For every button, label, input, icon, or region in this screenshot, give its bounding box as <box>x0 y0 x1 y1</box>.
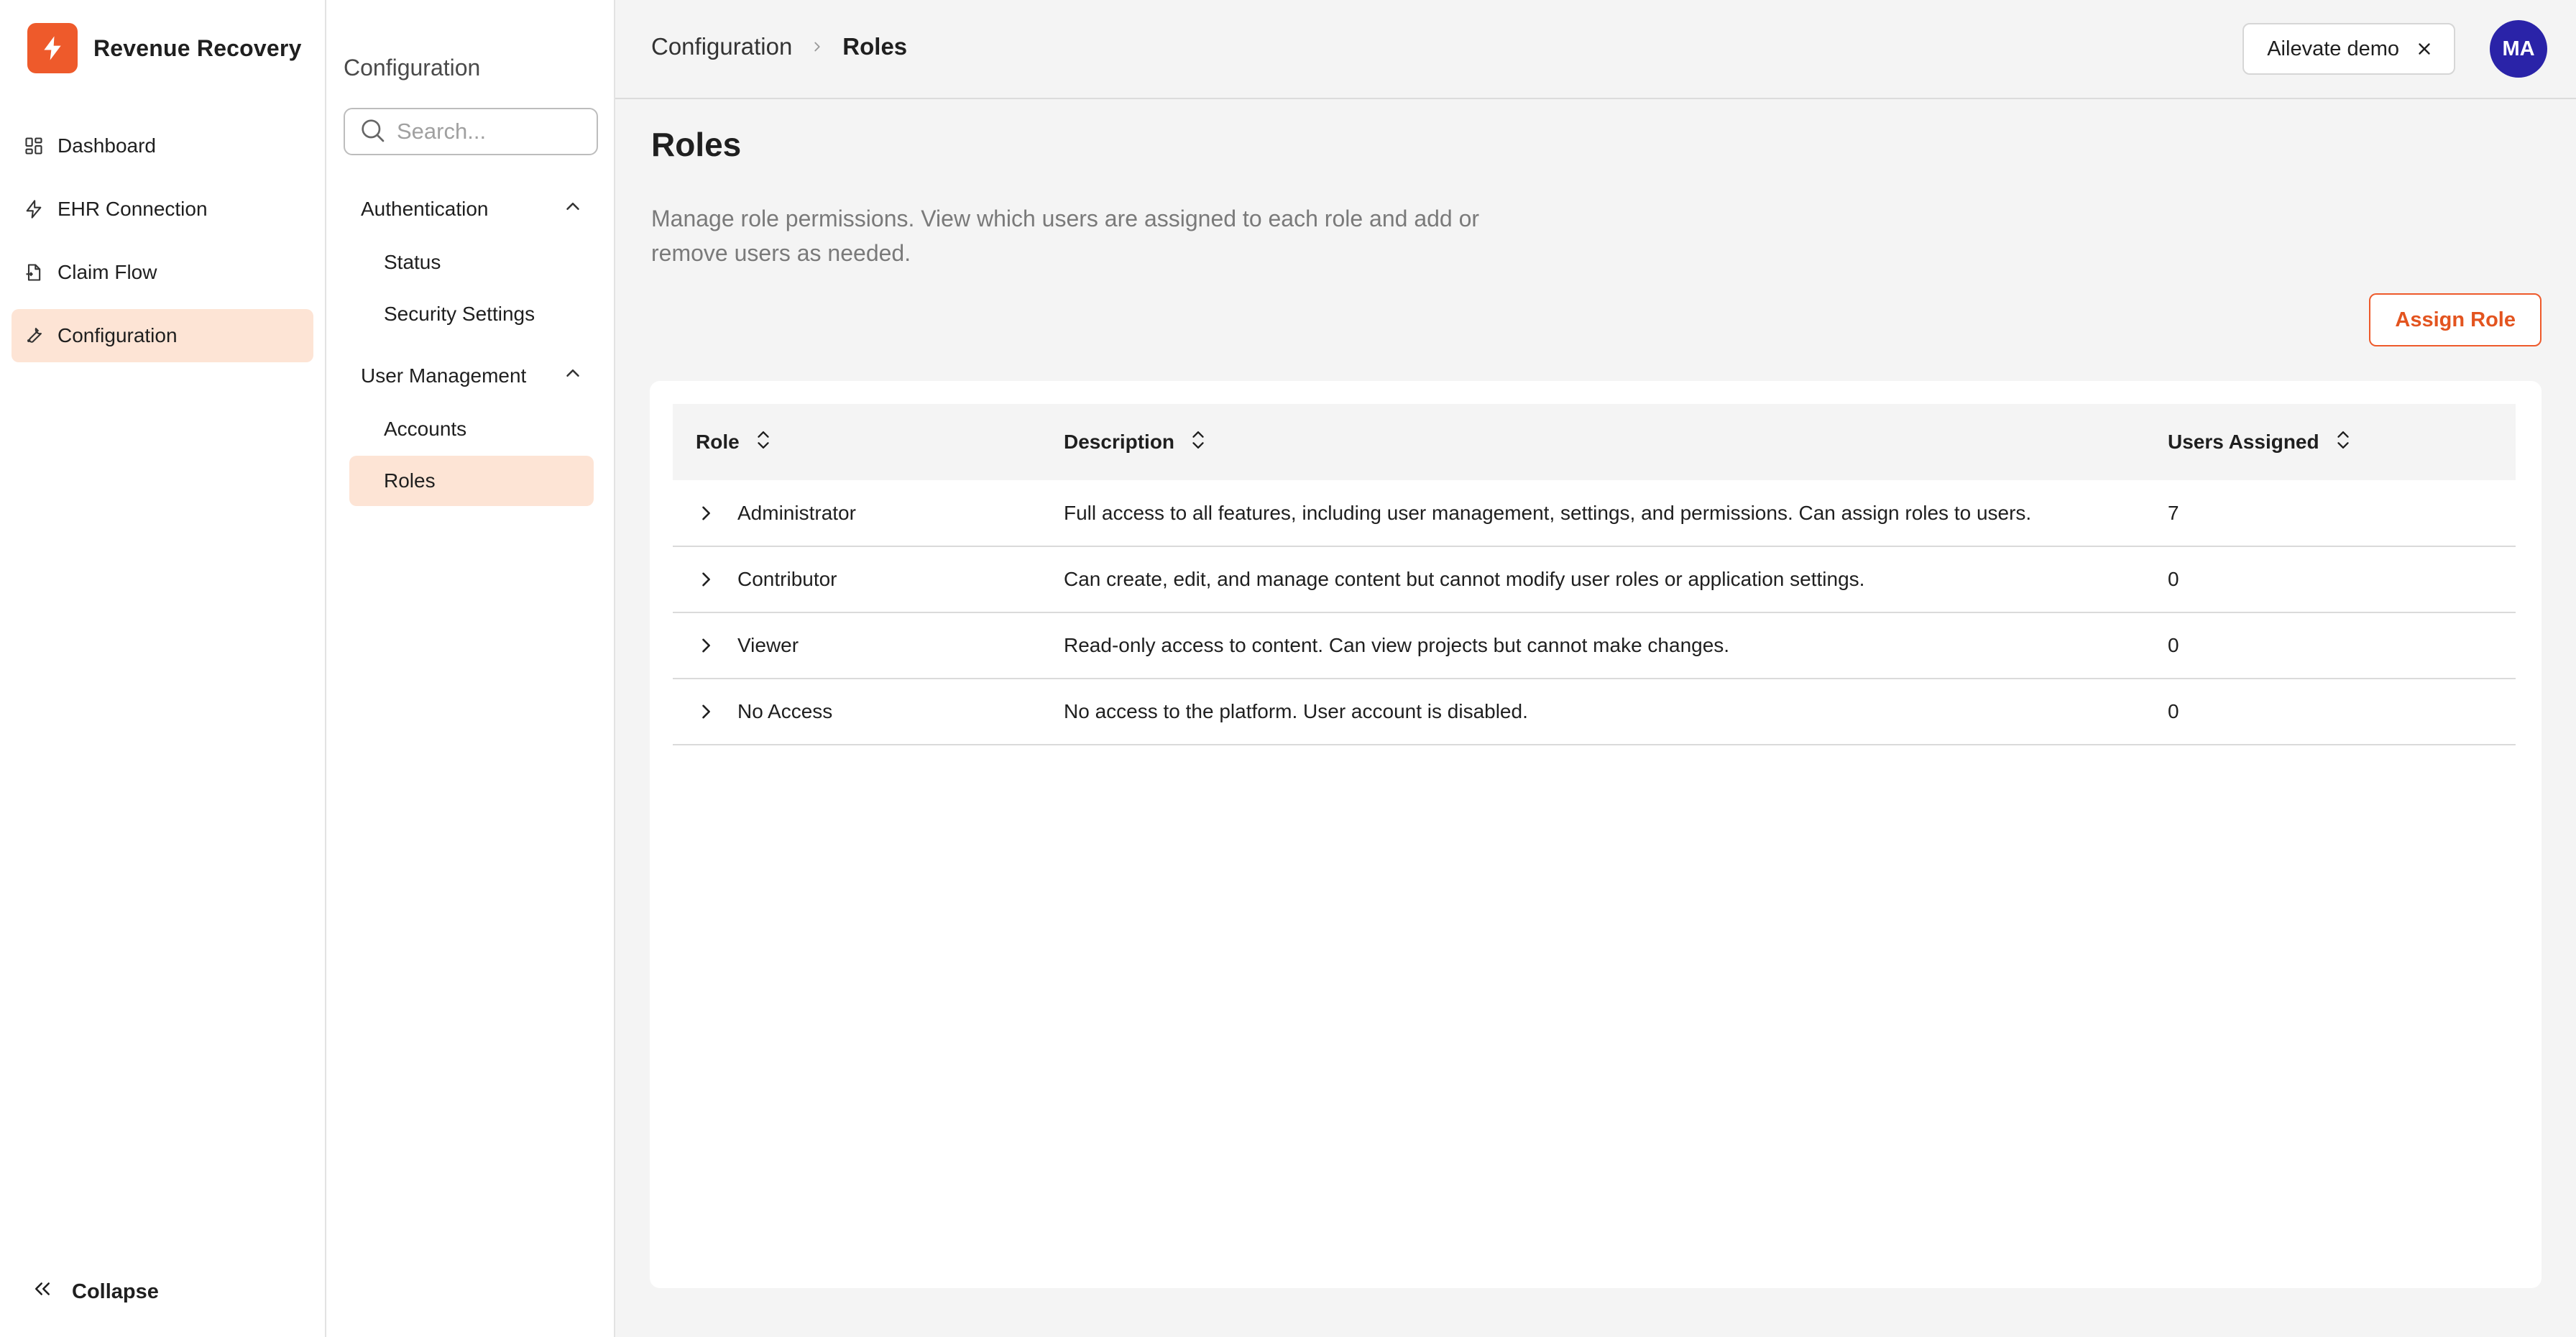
page-title: Roles <box>651 126 742 163</box>
sub-item-accounts[interactable] <box>349 404 594 454</box>
users-assigned-count: 7 <box>2145 480 2516 546</box>
nav-label: Configuration <box>58 324 178 346</box>
sub-item-label: Security Settings <box>384 303 535 325</box>
nav-label: Claim Flow <box>58 261 157 283</box>
table-header-row <box>673 404 2516 480</box>
chevron-right-icon[interactable] <box>696 635 716 656</box>
page-description: Manage role permissions. View which users are assigned to each role and add or remove users as needed. <box>651 206 1480 266</box>
column-label: Description <box>1064 431 1175 453</box>
brand-name: Revenue Recovery <box>93 35 302 61</box>
main-sidebar <box>0 0 326 1337</box>
roles-card <box>650 381 2542 1288</box>
demo-chip <box>2242 23 2455 75</box>
breadcrumb-configuration[interactable]: Configuration <box>651 33 793 60</box>
users-assigned-count: 0 <box>2145 612 2516 679</box>
role-description: No access to the platform. User account is disabled. <box>1041 679 2145 745</box>
close-icon[interactable] <box>2415 40 2434 58</box>
users-assigned-count: 0 <box>2145 679 2516 745</box>
file-flow-icon <box>23 262 45 283</box>
chevron-right-icon[interactable] <box>696 569 716 589</box>
collapse-button[interactable] <box>32 1278 159 1305</box>
sub-item-security-settings[interactable] <box>349 289 594 339</box>
breadcrumb <box>651 33 907 60</box>
column-header-description[interactable] <box>1041 404 2145 480</box>
sub-item-label: Roles <box>384 469 436 492</box>
role-name: Viewer <box>737 634 799 656</box>
role-description: Full access to all features, including user management, settings, and permissions. Can assign roles to users. <box>1041 480 2145 546</box>
group-label: Authentication <box>361 197 489 220</box>
role-name: Contributor <box>737 568 837 590</box>
sort-icon <box>2334 428 2352 457</box>
nav-label: EHR Connection <box>58 198 208 220</box>
nav-item-dashboard[interactable] <box>12 119 313 173</box>
bolt-icon <box>23 198 45 220</box>
dashboard-icon <box>23 135 45 157</box>
users-assigned-count: 0 <box>2145 546 2516 612</box>
column-header-users-assigned[interactable] <box>2145 404 2516 480</box>
sub-item-label: Accounts <box>384 418 467 440</box>
configuration-panel <box>326 0 615 1337</box>
sort-icon <box>754 428 773 457</box>
role-name: Administrator <box>737 501 856 524</box>
chevron-up-icon <box>562 362 584 389</box>
column-label: Users Assigned <box>2168 431 2319 453</box>
chevron-right-icon <box>809 33 825 60</box>
table-row[interactable] <box>673 679 2516 745</box>
chevron-up-icon <box>562 196 584 222</box>
table-row[interactable] <box>673 546 2516 612</box>
panel-title: Configuration <box>344 55 481 81</box>
main-nav <box>12 119 313 372</box>
main-content <box>615 0 2576 1337</box>
nav-item-configuration[interactable] <box>12 309 313 362</box>
table-row[interactable] <box>673 612 2516 679</box>
role-name: No Access <box>737 700 833 722</box>
chevron-right-icon[interactable] <box>696 503 716 523</box>
top-bar <box>615 0 2576 99</box>
sort-icon <box>1189 428 1208 457</box>
table-row[interactable] <box>673 480 2516 546</box>
breadcrumb-roles: Roles <box>842 33 908 60</box>
group-label: User Management <box>361 364 527 387</box>
search-icon <box>358 116 387 148</box>
group-authentication[interactable] <box>361 196 584 222</box>
demo-chip-label: Ailevate demo <box>2267 37 2399 60</box>
collapse-label: Collapse <box>72 1279 159 1303</box>
avatar[interactable]: MA <box>2490 20 2547 78</box>
column-label: Role <box>696 431 740 453</box>
nav-label: Dashboard <box>58 134 156 157</box>
search-box <box>344 108 598 155</box>
wrench-icon <box>23 325 45 346</box>
group-user-management[interactable] <box>361 362 584 389</box>
sub-item-status[interactable] <box>349 237 594 288</box>
nav-item-ehr-connection[interactable] <box>12 183 313 236</box>
chevron-right-icon[interactable] <box>696 702 716 722</box>
assign-role-button[interactable]: Assign Role <box>2369 293 2542 346</box>
roles-table <box>673 404 2516 745</box>
nav-item-claim-flow[interactable] <box>12 246 313 299</box>
double-chevron-left-icon <box>32 1278 53 1305</box>
bolt-logo-icon <box>27 23 78 73</box>
search-input[interactable] <box>397 119 584 144</box>
role-description: Can create, edit, and manage content but cannot modify user roles or application settings. <box>1041 546 2145 612</box>
sub-item-label: Status <box>384 251 441 273</box>
brand[interactable] <box>27 23 302 73</box>
column-header-role[interactable] <box>673 404 1041 480</box>
role-description: Read-only access to content. Can view projects but cannot make changes. <box>1041 612 2145 679</box>
sub-item-roles[interactable] <box>349 456 594 506</box>
